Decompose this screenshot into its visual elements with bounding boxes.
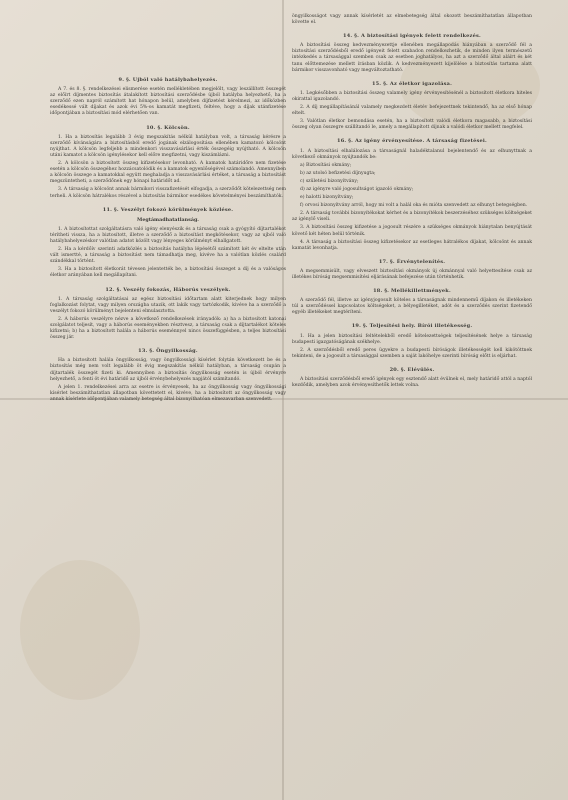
continued-paragraph: öngyilkosságot vagy annak kísérletét az elmebetegség által okozott beszámíthatatlan állapotban követte el. [292, 14, 532, 26]
list-item: b) az utolsó befizetési díjnyugta; [300, 170, 376, 176]
section-20-title: 20. §. Elévülés. [389, 366, 435, 373]
paragraph: A 7. és 8. §. rendelkezései elismerése esetén mellékletében megjelölt, vagy leszállított összegét az előírt díjmentes biztosítás átalakított biztosítási szerződésbe újból hatályba helyezhető, ha a szerződő ezen napról számított hat hónapon belül, amelyben díjfizetést kérelmezi, az időközben esedékessé vált díjakat és azok évi 5%-os kamatát megfizeti, feltéve, hogy a díjak utánfizetése időpontjában a biztosítási mód elérhetően van. [50, 87, 286, 117]
section-15-body [292, 91, 532, 132]
section-13-title: 13. §. Öngyilkosság. [138, 348, 198, 355]
paragraph: A biztosítási összeg kedvezményezettje ellenében megállapodás hiányában a szerződő fél a biztosítási szerződésből eredő igényeit felett szabadon rendelkezhetik, de minden ilyen természetű intézkedés a társasággal szemben csak az esetben joghatályos, ha azt a szerződő által aláírt és két tanu előttemezése mellett írásban közlik. A kedvezményezett kijelölése a biztosítás tartama alatt bármikor visszavonható vagy megváltoztatható. [292, 43, 532, 73]
paragraph: 1. A társaság szolgáltatásai az egész biztosítási időtartam alatt kiterjednek hogy milyen foglalkozást folytat, vagy milyen országba utazik, ott lakik vagy tartózkodik, kivéve ha a szerződő a veszélyt fokozó körülményt bejelenteni elmulasztotta. [50, 296, 286, 314]
paragraph: 3. A biztosítási összeg kifizetése a jogosult részére a szükséges okmányok hiánytalan benyújtását követő két héten belül történik. [292, 225, 532, 237]
section-11-body [50, 227, 286, 280]
paragraph: 4. A társaság a biztosítási összeg kifizetésekor az esetleges hátralékos díjakat, kölcsönt és annak kamatát levonhatja. [292, 239, 532, 251]
right-column [292, 14, 532, 391]
paragraph: A megsemmisült, vagy elveszett biztosítási okmányok új okmánnyal való helyettesítése csak az illetékes bíróság megsemmisítési eljárásának befejezése után történhetik. [292, 268, 532, 280]
paragraph: 2. A szerződésből eredő peres ügyekre a budapesti bíróságok illetékességét kell kikötöttnek tekinteni, de a jogosult a társasággal szemben a saját lakóhelye szerinti bíróság előtt is eljárhat. [292, 347, 532, 359]
list-item: c) születési bizonyítvány; [300, 178, 359, 184]
section-14-title: 14. §. A biztosítási igények felett rendelkezés. [343, 33, 481, 40]
list-item: e) halotti bizonyítvány; [300, 195, 354, 201]
document-list [292, 163, 532, 210]
section-19-body [292, 334, 532, 360]
paper-stain [20, 560, 140, 700]
section-13-body [50, 358, 286, 403]
section-18-body [292, 298, 532, 316]
section-18-title: 18. §. Mellékillettmények. [373, 288, 451, 295]
section-11-subtitle: Megtámadhatatlanság. [137, 216, 199, 223]
section-11-title: 11. §. Veszélyt fokozó körülmények közlése. [102, 206, 234, 213]
paragraph: 2. A kölcsön a biztosított összeg kifizetésekor levonható. A kamatok határidőre nem fizetése esetén a kölcsön összegéhez hozzácsatolódik és a kamatok egyenlőségével számolandó. Amennyiben a kölcsön összege a kamatokkal együtt meghaladja a visszavásárlási értéket, a társaság a biztosítást megszüntetheti, a szerződőnek egy hónapi határidőt ad. [50, 161, 286, 185]
paragraph: 1. A biztosítottat szolgáltatásra való igény elenyészik és a társaság csak a gyógyító díjtartalékot térítheti vissza, ha a biztosított, illetve a szerződő a biztosítást megkötésekor, vagy az ujból való hatálybahelyezéskor valótlan adatot közölt vagy lényeges körülményt elhallgatott. [50, 226, 286, 244]
section-17-body [292, 269, 532, 281]
paragraph: A szerződő fél, illetve az igényjogosult köteles a társaságnak mindennemű díjakon és illetékeken túl a szerződéssel kapcsolatos költségeket, a bélyegilletéket, adót és a szerződés szerint fizetendő egyéb illetékeket megtéríteni. [292, 298, 532, 316]
paragraph: 2. A társaság további bizonyítékokat kérhet és a bizonyítékok beszerzéséhez szükséges költségeket az igénylő viseli. [292, 211, 532, 223]
paragraph: 2. A háborús veszélyre nézve a következő rendelkezések irányadók: a) ha a biztosított katonai szolgálatot teljesít, vagy a háborús eseményekben résztvesz, a társaság csak a díjtartalékot köteles kifizetni; b) ha a biztosított halála a háborús eseménnyel nincs összefüggésben, a teljes biztosítási összeg jár. [50, 316, 286, 341]
paragraph: A jelen 1. rendelkezései arra az esetre is érvényesek, ha az öngyilkosság vagy öngyilkossági kísérlet beszámíthatatlan állapotban követtetett el, kivéve, ha a biztosított az öngyilkosság vagy annak kísérlete időpontjában valamely betegség által bizonyíthatóan elmezavarban szenvedett. [50, 384, 286, 402]
section-16-title: 16. §. Az igény érvényesítése. A társaság fizetései. [337, 138, 487, 145]
section-16-body [292, 149, 532, 252]
section-10-body [50, 135, 286, 200]
paragraph: 2. Ha a kérdőív szerinti adatközlés a biztosítás hatályba lépésétől számított két év eltelte után vált ismertté, a társaság a biztosítást nem támadhatja meg, kivéve ha a valótlan közlés csalárd szándékkal történt. [50, 247, 286, 265]
section-9-title: 9. §. Ujból való hatálybahelyezés. [118, 77, 218, 83]
paragraph: 3. Valótlan életkor bemondása esetén, ha a biztosított valódi életkora magasabb, a biztosítási összeg olyan összegre szállítandó le, amely a megállapított díjnak a valódi életkor mellett megfelel. [292, 119, 532, 131]
paragraph: A biztosítási szerződésből eredő igények egy esztendő alatt évülnek el, mely határidő attól a naptól kezdődik, amelyben azok érvényesíthetők lettek volna. [292, 377, 532, 389]
list-item: d) az igényre való jogosultságot igazoló okmány; [300, 186, 414, 192]
section-14-body [292, 43, 532, 73]
paragraph: 3. Ha a biztosított életkorát tévesen jelentették be, a biztosítási összeget a díj és a valóságos életkor arányában kell megállapítani. [50, 267, 286, 279]
section-19-title: 19. §. Teljesítési hely. Bírói illetékesség. [351, 323, 473, 330]
paragraph: 3. A társaság a kölcsönt annak bármikori visszafizetését elfogadja, a szerződőt kötelezettség nem terheli. A kölcsön hátralékos részével a biztosítás bármikor esedékes követelményei beszámíthatók. [50, 187, 286, 199]
paragraph: 1. Ha a jelen biztosítási feltételekből eredő kötelezettségek teljesítésének helye a társaság budapesti igazgatóságának székhelye. [292, 333, 532, 345]
section-15-title: 15. §. Az életkor igazolása. [371, 80, 453, 87]
paragraph: 1. Ha a biztosítás legalább 3 évig megszakítás nélkül hatályban volt, a társaság kérésre a szerződő kívánságára a biztosításból eredő jogának elzálogosítása ellenében kamatozó kölcsönt nyújthat. A kölcsön legfeljebb a mindenkori visszavásárlási érték összegéig nyújtható. A kölcsön utáni kamatot a kölcsön igénylésekor kell előre megfizetni, vagy kiszámlázni. [50, 134, 286, 158]
section-17-title: 17. §. Érvénytelenítés. [378, 258, 446, 265]
section-9-body [50, 87, 286, 117]
paragraph: Ha a biztosított halála öngyilkosság, vagy öngyilkossági kísérlet folytán következett be és a biztosítás még nem volt legalább öt évig megszakítás nélkül hatályban, a társaság csupán a díjtartalék összegét fizeti ki. Amennyiben a biztosítás öngyilkosság esetén is újból érvényre helyezhető, a fenti öt évi határidő az újból érvénybehelyezés napjától számítandó. [50, 358, 286, 382]
section-20-body [292, 377, 532, 389]
list-item: f) orvosi bizonyítvány arról, hogy mi volt a halál oka és mióta szenvedett az elhunyt betegségben. [300, 203, 528, 209]
section-12-body [50, 297, 286, 342]
section-10-title: 10. §. Kölcsön. [146, 124, 190, 131]
section-12-title: 12. §. Veszély fokozás, Háborús veszélyek. [105, 286, 231, 293]
paragraph: 1. Legkésőbben a biztosítási összeg valamely igény érvényesítésénél a biztosított életkora hiteles okirattal igazolandó. [292, 90, 532, 102]
paragraph: 1. A biztosítási elhalálozása a társaságnál haladéktalanul bejelentendő és az elhunyttnak a következő okmányok nyújtandók be: [292, 148, 532, 160]
paragraph: 2. A díj megállapításánál valamely megkezdett életév befejezettnek tekintendő, ha az első hónap eltelt. [292, 105, 532, 117]
left-column [50, 70, 286, 405]
list-item: a) Biztosítási okmány; [300, 162, 352, 168]
